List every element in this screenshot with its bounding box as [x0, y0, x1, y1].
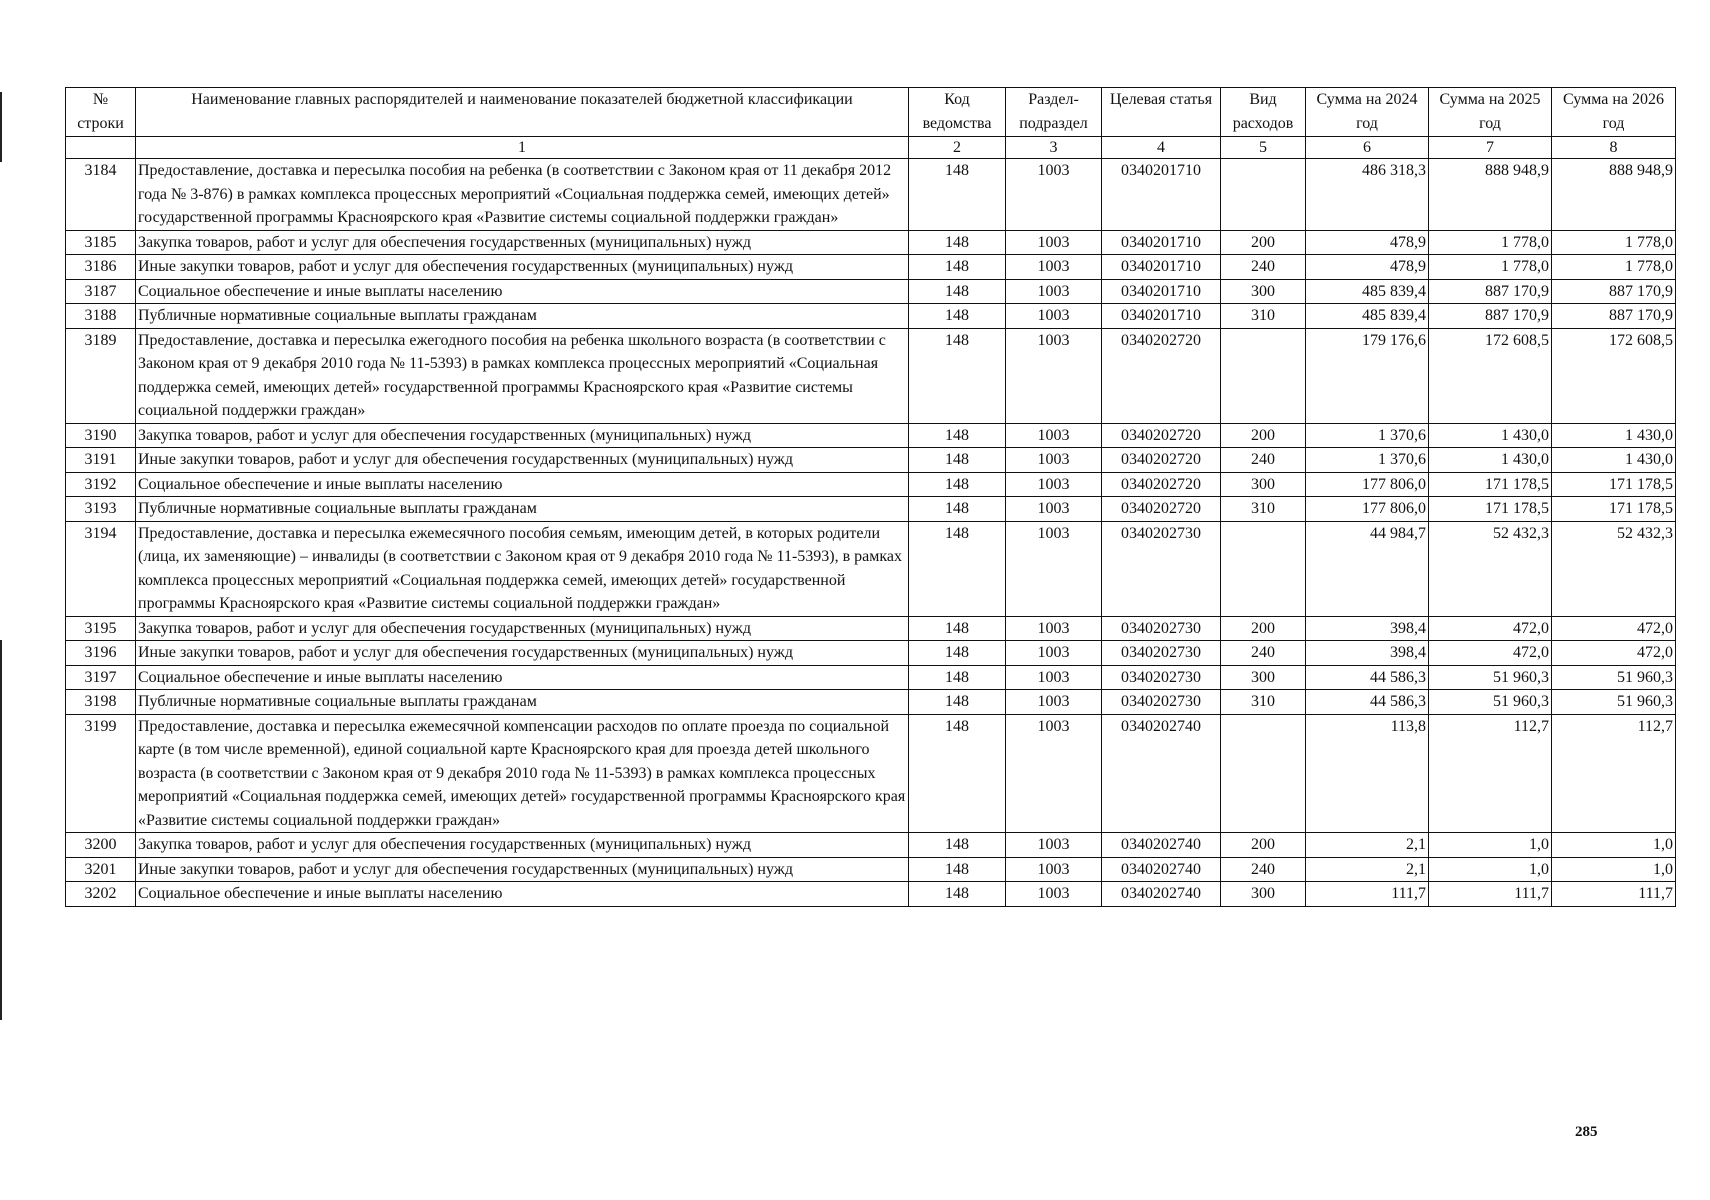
- row-section: 1003: [1006, 641, 1102, 666]
- row-number: 3185: [66, 230, 136, 255]
- row-expense-type: [1221, 328, 1306, 423]
- row-expense-type: 240: [1221, 448, 1306, 473]
- row-name: Публичные нормативные социальные выплаты гражданам: [136, 497, 909, 522]
- row-expense-type: 300: [1221, 665, 1306, 690]
- row-number: 3199: [66, 714, 136, 833]
- table-row: [66, 882, 1676, 907]
- column-number: 4: [1102, 137, 1221, 159]
- row-sum-2026: 1,0: [1552, 833, 1676, 858]
- row-expense-type: 240: [1221, 255, 1306, 280]
- row-section: 1003: [1006, 448, 1102, 473]
- row-sum-2024: 44 984,7: [1306, 521, 1429, 616]
- row-target-item: 0340202720: [1102, 448, 1221, 473]
- row-department-code: 148: [909, 423, 1006, 448]
- row-sum-2026: 111,7: [1552, 882, 1676, 907]
- row-expense-type: 300: [1221, 279, 1306, 304]
- row-number: 3198: [66, 690, 136, 715]
- row-target-item: 0340202720: [1102, 328, 1221, 423]
- column-number: 2: [909, 137, 1006, 159]
- row-sum-2025: 1 430,0: [1429, 448, 1552, 473]
- row-sum-2025: 112,7: [1429, 714, 1552, 833]
- header-name: Наименование главных распорядителей и наименование показателей бюджетной классификации: [136, 88, 909, 137]
- row-department-code: 148: [909, 857, 1006, 882]
- row-number: 3200: [66, 833, 136, 858]
- row-target-item: 0340202730: [1102, 521, 1221, 616]
- row-name: Социальное обеспечение и иные выплаты населению: [136, 665, 909, 690]
- table-row: [66, 448, 1676, 473]
- row-sum-2025: 888 948,9: [1429, 159, 1552, 231]
- row-target-item: 0340202730: [1102, 616, 1221, 641]
- row-expense-type: 200: [1221, 616, 1306, 641]
- row-section: 1003: [1006, 882, 1102, 907]
- row-name: Социальное обеспечение и иные выплаты населению: [136, 882, 909, 907]
- row-sum-2025: 172 608,5: [1429, 328, 1552, 423]
- row-department-code: 148: [909, 690, 1006, 715]
- header-sum-2026: Сумма на 2026 год: [1552, 88, 1676, 137]
- row-expense-type: 310: [1221, 304, 1306, 329]
- row-number: 3197: [66, 665, 136, 690]
- row-sum-2024: 177 806,0: [1306, 472, 1429, 497]
- row-target-item: 0340202720: [1102, 497, 1221, 522]
- header-target-item: Целевая статья: [1102, 88, 1221, 137]
- row-department-code: 148: [909, 833, 1006, 858]
- row-target-item: 0340202730: [1102, 665, 1221, 690]
- header-sum-2024: Сумма на 2024 год: [1306, 88, 1429, 137]
- row-number: 3189: [66, 328, 136, 423]
- table-row: [66, 328, 1676, 423]
- row-sum-2026: 1 778,0: [1552, 255, 1676, 280]
- row-expense-type: [1221, 714, 1306, 833]
- row-name: Публичные нормативные социальные выплаты гражданам: [136, 304, 909, 329]
- table-row: [66, 279, 1676, 304]
- row-expense-type: 200: [1221, 230, 1306, 255]
- row-expense-type: 310: [1221, 690, 1306, 715]
- row-name: Закупка товаров, работ и услуг для обеспечения государственных (муниципальных) нужд: [136, 833, 909, 858]
- row-number: 3188: [66, 304, 136, 329]
- row-sum-2025: 1 778,0: [1429, 255, 1552, 280]
- row-sum-2024: 177 806,0: [1306, 497, 1429, 522]
- row-sum-2026: 1 778,0: [1552, 230, 1676, 255]
- row-section: 1003: [1006, 714, 1102, 833]
- row-sum-2025: 887 170,9: [1429, 304, 1552, 329]
- row-target-item: 0340202740: [1102, 857, 1221, 882]
- row-department-code: 148: [909, 279, 1006, 304]
- row-sum-2026: 171 178,5: [1552, 472, 1676, 497]
- row-section: 1003: [1006, 472, 1102, 497]
- row-sum-2026: 472,0: [1552, 641, 1676, 666]
- row-sum-2024: 1 370,6: [1306, 448, 1429, 473]
- row-name: Иные закупки товаров, работ и услуг для обеспечения государственных (муниципальных) нужд: [136, 641, 909, 666]
- row-number: 3187: [66, 279, 136, 304]
- table-header-row: [66, 88, 1676, 137]
- table-row: [66, 616, 1676, 641]
- row-number: 3202: [66, 882, 136, 907]
- row-sum-2025: 1 430,0: [1429, 423, 1552, 448]
- table-row: [66, 521, 1676, 616]
- table-row: [66, 665, 1676, 690]
- row-name: Иные закупки товаров, работ и услуг для обеспечения государственных (муниципальных) нужд: [136, 448, 909, 473]
- row-section: 1003: [1006, 159, 1102, 231]
- row-section: 1003: [1006, 230, 1102, 255]
- row-name: Иные закупки товаров, работ и услуг для обеспечения государственных (муниципальных) нужд: [136, 255, 909, 280]
- table-row: [66, 423, 1676, 448]
- row-sum-2026: 52 432,3: [1552, 521, 1676, 616]
- row-section: 1003: [1006, 665, 1102, 690]
- row-sum-2026: 887 170,9: [1552, 304, 1676, 329]
- header-sum-2025: Сумма на 2025 год: [1429, 88, 1552, 137]
- row-expense-type: 240: [1221, 857, 1306, 882]
- row-sum-2024: 486 318,3: [1306, 159, 1429, 231]
- row-sum-2025: 1,0: [1429, 857, 1552, 882]
- row-department-code: 148: [909, 882, 1006, 907]
- column-number: 1: [136, 137, 909, 159]
- row-expense-type: [1221, 159, 1306, 231]
- table-row: [66, 255, 1676, 280]
- row-sum-2024: 398,4: [1306, 616, 1429, 641]
- budget-table: [65, 87, 1676, 907]
- row-name: Предоставление, доставка и пересылка пособия на ребенка (в соответствии с Законом края от 11 декабря 2012 года № 3-876) в рамках комплекса процессных мероприятий «Социальная поддержка семей, имеющих детей» государственной программы Красноярского края «Развитие системы социальной поддержки граждан»: [136, 159, 909, 231]
- row-sum-2024: 485 839,4: [1306, 279, 1429, 304]
- row-sum-2025: 52 432,3: [1429, 521, 1552, 616]
- row-department-code: 148: [909, 328, 1006, 423]
- row-name: Предоставление, доставка и пересылка ежегодного пособия на ребенка школьного возраста (в соответствии с Законом края от 9 декабря 2010 года № 11-5393) в рамках комплекса процессных мероприятий «Социальная поддержка семей, имеющих детей» государственной программы Красноярского края «Развитие системы социальной поддержки граждан»: [136, 328, 909, 423]
- row-name: Закупка товаров, работ и услуг для обеспечения государственных (муниципальных) нужд: [136, 230, 909, 255]
- row-name: Социальное обеспечение и иные выплаты населению: [136, 472, 909, 497]
- row-department-code: 148: [909, 230, 1006, 255]
- row-department-code: 148: [909, 665, 1006, 690]
- row-expense-type: [1221, 521, 1306, 616]
- row-sum-2026: 51 960,3: [1552, 665, 1676, 690]
- column-number: 3: [1006, 137, 1102, 159]
- row-name: Социальное обеспечение и иные выплаты населению: [136, 279, 909, 304]
- row-sum-2024: 2,1: [1306, 857, 1429, 882]
- row-section: 1003: [1006, 521, 1102, 616]
- row-target-item: 0340201710: [1102, 255, 1221, 280]
- row-sum-2026: 1,0: [1552, 857, 1676, 882]
- row-sum-2025: 887 170,9: [1429, 279, 1552, 304]
- row-department-code: 148: [909, 448, 1006, 473]
- row-expense-type: 310: [1221, 497, 1306, 522]
- row-sum-2024: 398,4: [1306, 641, 1429, 666]
- row-department-code: 148: [909, 521, 1006, 616]
- row-sum-2026: 472,0: [1552, 616, 1676, 641]
- row-section: 1003: [1006, 616, 1102, 641]
- row-sum-2026: 1 430,0: [1552, 423, 1676, 448]
- column-number: 7: [1429, 137, 1552, 159]
- page-number: 285: [1575, 1124, 1598, 1140]
- row-sum-2024: 2,1: [1306, 833, 1429, 858]
- row-sum-2024: 179 176,6: [1306, 328, 1429, 423]
- row-number: 3192: [66, 472, 136, 497]
- row-sum-2026: 1 430,0: [1552, 448, 1676, 473]
- row-number: 3193: [66, 497, 136, 522]
- row-department-code: 148: [909, 255, 1006, 280]
- row-target-item: 0340202740: [1102, 714, 1221, 833]
- row-sum-2024: 111,7: [1306, 882, 1429, 907]
- row-sum-2025: 51 960,3: [1429, 690, 1552, 715]
- row-department-code: 148: [909, 641, 1006, 666]
- column-number: 6: [1306, 137, 1429, 159]
- column-number: 5: [1221, 137, 1306, 159]
- row-sum-2026: 51 960,3: [1552, 690, 1676, 715]
- row-target-item: 0340201710: [1102, 159, 1221, 231]
- row-section: 1003: [1006, 304, 1102, 329]
- row-section: 1003: [1006, 255, 1102, 280]
- row-sum-2026: 888 948,9: [1552, 159, 1676, 231]
- row-sum-2025: 472,0: [1429, 616, 1552, 641]
- row-section: 1003: [1006, 857, 1102, 882]
- row-sum-2026: 112,7: [1552, 714, 1676, 833]
- row-sum-2025: 171 178,5: [1429, 497, 1552, 522]
- row-number: 3196: [66, 641, 136, 666]
- row-sum-2024: 478,9: [1306, 230, 1429, 255]
- row-sum-2024: 485 839,4: [1306, 304, 1429, 329]
- header-expense-type: Вид расходов: [1221, 88, 1306, 137]
- table-row: [66, 159, 1676, 231]
- scan-edge-mark: [0, 92, 2, 162]
- table-row: [66, 497, 1676, 522]
- row-department-code: 148: [909, 714, 1006, 833]
- row-number: 3190: [66, 423, 136, 448]
- row-sum-2024: 44 586,3: [1306, 665, 1429, 690]
- row-department-code: 148: [909, 497, 1006, 522]
- table-row: [66, 230, 1676, 255]
- row-sum-2025: 171 178,5: [1429, 472, 1552, 497]
- row-department-code: 148: [909, 616, 1006, 641]
- row-section: 1003: [1006, 423, 1102, 448]
- row-target-item: 0340202740: [1102, 882, 1221, 907]
- column-number-blank: [66, 137, 136, 159]
- table-row: [66, 714, 1676, 833]
- header-section: Раздел- подраздел: [1006, 88, 1102, 137]
- row-sum-2024: 113,8: [1306, 714, 1429, 833]
- row-sum-2026: 887 170,9: [1552, 279, 1676, 304]
- table-row: [66, 304, 1676, 329]
- row-number: 3184: [66, 159, 136, 231]
- row-name: Закупка товаров, работ и услуг для обеспечения государственных (муниципальных) нужд: [136, 423, 909, 448]
- row-name: Закупка товаров, работ и услуг для обеспечения государственных (муниципальных) нужд: [136, 616, 909, 641]
- row-expense-type: 300: [1221, 472, 1306, 497]
- row-sum-2026: 172 608,5: [1552, 328, 1676, 423]
- row-department-code: 148: [909, 304, 1006, 329]
- row-sum-2026: 171 178,5: [1552, 497, 1676, 522]
- row-name: Предоставление, доставка и пересылка ежемесячного пособия семьям, имеющим детей, в которых родители (лица, их заменяющие) – инвалиды (в соответствии с Законом края от 9 декабря 2010 года № 11-5393), в рамках комплекса процессных мероприятий «Социальная поддержка семей, имеющих детей» государственной программы Красноярского края «Развитие системы социальной поддержки граждан»: [136, 521, 909, 616]
- column-number: 8: [1552, 137, 1676, 159]
- header-department-code: Код ведомства: [909, 88, 1006, 137]
- row-expense-type: 200: [1221, 423, 1306, 448]
- row-target-item: 0340202730: [1102, 690, 1221, 715]
- row-name: Иные закупки товаров, работ и услуг для обеспечения государственных (муниципальных) нужд: [136, 857, 909, 882]
- table-row: [66, 833, 1676, 858]
- row-sum-2024: 478,9: [1306, 255, 1429, 280]
- row-target-item: 0340201710: [1102, 304, 1221, 329]
- row-sum-2025: 1,0: [1429, 833, 1552, 858]
- row-target-item: 0340202730: [1102, 641, 1221, 666]
- row-number: 3194: [66, 521, 136, 616]
- table-row: [66, 472, 1676, 497]
- row-sum-2025: 111,7: [1429, 882, 1552, 907]
- row-expense-type: 200: [1221, 833, 1306, 858]
- row-sum-2025: 51 960,3: [1429, 665, 1552, 690]
- row-target-item: 0340202720: [1102, 472, 1221, 497]
- row-department-code: 148: [909, 159, 1006, 231]
- row-number: 3186: [66, 255, 136, 280]
- row-number: 3195: [66, 616, 136, 641]
- row-section: 1003: [1006, 279, 1102, 304]
- row-sum-2024: 1 370,6: [1306, 423, 1429, 448]
- row-name: Предоставление, доставка и пересылка ежемесячной компенсации расходов по оплате проезда по социальной карте (в том числе временной), единой социальной карте Красноярского края для проезда детей школьного возраста (в соответствии с Законом края от 9 декабря 2010 года № 11-5393) в рамках комплекса процессных мероприятий «Социальная поддержка семей, имеющих детей» государственной программы Красноярского края «Развитие системы социальной поддержки граждан»: [136, 714, 909, 833]
- row-section: 1003: [1006, 690, 1102, 715]
- table-row: [66, 857, 1676, 882]
- table-row: [66, 690, 1676, 715]
- row-name: Публичные нормативные социальные выплаты гражданам: [136, 690, 909, 715]
- row-target-item: 0340202720: [1102, 423, 1221, 448]
- header-row-number: № строки: [66, 88, 136, 137]
- row-number: 3191: [66, 448, 136, 473]
- row-number: 3201: [66, 857, 136, 882]
- row-sum-2025: 1 778,0: [1429, 230, 1552, 255]
- row-section: 1003: [1006, 497, 1102, 522]
- row-target-item: 0340201710: [1102, 230, 1221, 255]
- row-target-item: 0340202740: [1102, 833, 1221, 858]
- row-expense-type: 240: [1221, 641, 1306, 666]
- scan-edge-mark: [0, 640, 2, 1020]
- row-sum-2024: 44 586,3: [1306, 690, 1429, 715]
- row-department-code: 148: [909, 472, 1006, 497]
- row-section: 1003: [1006, 833, 1102, 858]
- row-target-item: 0340201710: [1102, 279, 1221, 304]
- column-number-row: [66, 137, 1676, 159]
- table-row: [66, 641, 1676, 666]
- row-expense-type: 300: [1221, 882, 1306, 907]
- row-section: 1003: [1006, 328, 1102, 423]
- row-sum-2025: 472,0: [1429, 641, 1552, 666]
